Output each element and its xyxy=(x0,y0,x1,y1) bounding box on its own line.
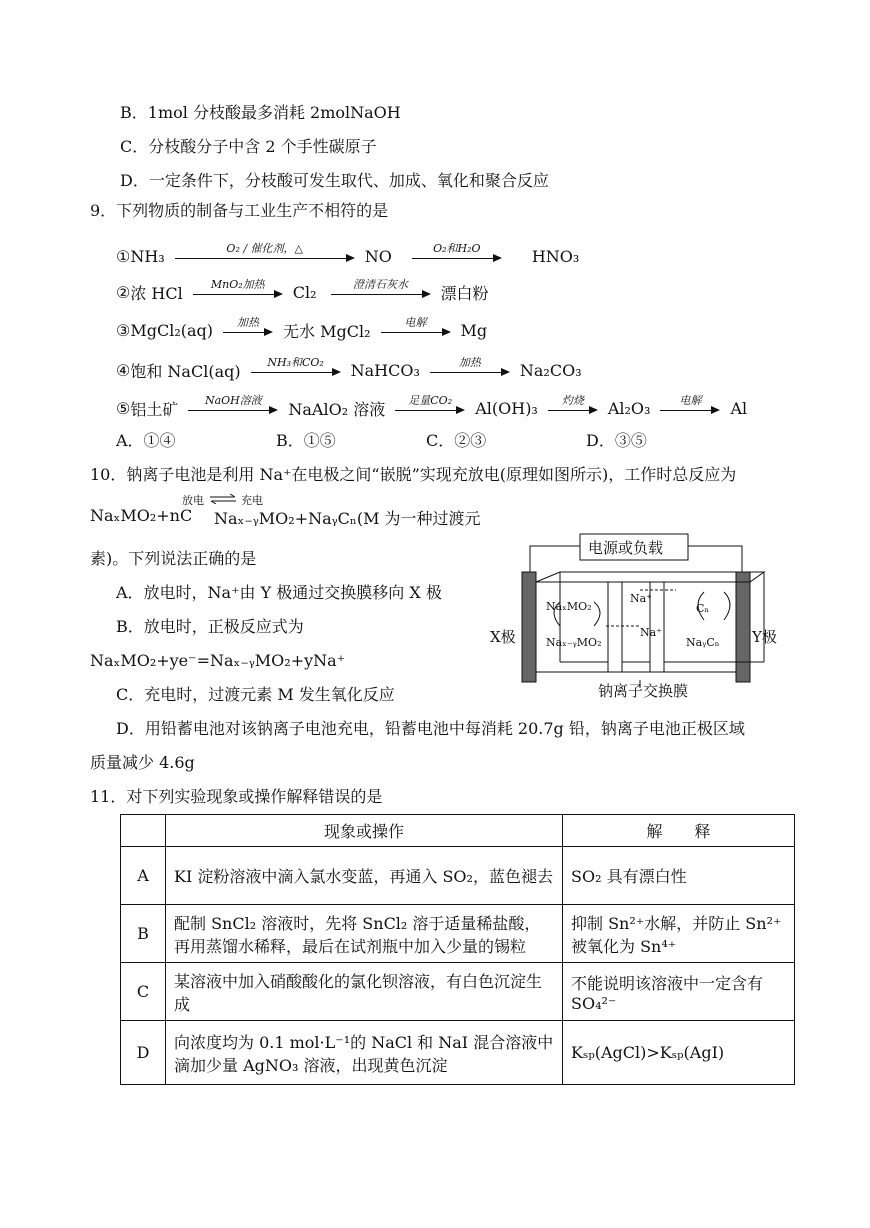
left-top-species: NaₓMO₂ xyxy=(546,600,592,613)
route-end: HNO₃ xyxy=(531,246,580,266)
table-row xyxy=(121,963,795,1021)
eq-right: Naₓ₋ᵧMO₂+NaᵧCₙ(M 为一种过渡元 xyxy=(214,509,481,528)
q8-option-d: D．一定条件下，分枝酸可发生取代、加成、氧化和聚合反应 xyxy=(120,171,549,190)
table-row xyxy=(121,905,795,963)
q10-option-a: A．放电时，Na⁺由 Y 极通过交换膜移向 X 极 xyxy=(116,583,442,602)
route-start: NH₃ xyxy=(130,246,165,266)
ion-label-top: Na⁺ xyxy=(630,592,652,605)
route-end: Mg xyxy=(460,320,488,340)
eq-charge: 充电 xyxy=(241,494,263,507)
arrow-icon: 加热 xyxy=(430,356,510,384)
route-mid: NO xyxy=(364,246,392,266)
row-operation: 某溶液中加入硝酸酸化的氯化钡溶液，有白色沉淀生成 xyxy=(166,963,563,1021)
q11-table xyxy=(120,814,795,1085)
route-mid: 无水 MgCl₂ xyxy=(283,321,371,341)
left-bottom-species: Naₓ₋ᵧMO₂ xyxy=(546,636,602,649)
table-header xyxy=(121,815,166,847)
arrow-icon: 灼烧 xyxy=(548,394,598,422)
arrow-icon: 电解 xyxy=(660,394,720,422)
route-number: ② xyxy=(116,282,131,302)
q10-stem-end: 素)。下列说法正确的是 xyxy=(90,549,257,568)
right-bottom-species: NaᵧCₙ xyxy=(686,636,720,649)
reversible-arrow-icon xyxy=(208,494,238,504)
row-explanation: 抑制 Sn²⁺水解，并防止 Sn²⁺被氧化为 Sn⁴⁺ xyxy=(563,905,795,963)
route-mid: Cl₂ xyxy=(292,282,317,302)
route-mid: NaHCO₃ xyxy=(350,360,420,380)
row-explanation: 不能说明该溶液中一定含有 SO₄²⁻ xyxy=(563,963,795,1021)
q10-option-b: B．放电时，正极反应式为 xyxy=(116,617,304,636)
q10-option-d-cont: 质量减少 4.6g xyxy=(90,753,195,772)
route-start: 浓 HCl xyxy=(130,283,183,303)
arrow-icon: O₂和H₂O xyxy=(412,242,502,270)
route-end: Al xyxy=(730,398,748,418)
arrow-icon: 电解 xyxy=(381,316,451,344)
ion-label-bottom: Na⁺ xyxy=(640,626,662,639)
q9-option-c: C．②③ xyxy=(426,431,487,450)
q9-route-5 xyxy=(116,394,747,422)
y-electrode-label: Y极 xyxy=(752,628,777,646)
q10-stem: 10．钠离子电池是利用 Na⁺在电极之间“嵌脱”实现充放电(原理如图所示)，工作时总反应为 xyxy=(90,465,737,484)
row-id: C xyxy=(121,963,166,1021)
eq-reversible xyxy=(182,492,263,508)
route-end: Al(OH)₃ xyxy=(475,398,538,418)
q9-route-2 xyxy=(116,278,489,306)
table-header: 解 释 xyxy=(563,815,795,847)
q9-stem: 9．下列物质的制备与工业生产不相符的是 xyxy=(90,201,389,220)
q10-option-d: D．用铅蓄电池对该钠离子电池充电，铅蓄电池中每消耗 20.7g 铅，钠离子电池正极区域 xyxy=(116,719,745,738)
table-row xyxy=(121,1021,795,1085)
table-header-row xyxy=(121,815,795,847)
arrow-icon: MnO₂加热 xyxy=(193,278,283,306)
row-explanation: SO₂ 具有漂白性 xyxy=(563,847,795,905)
table-header: 现象或操作 xyxy=(166,815,563,847)
q10-option-b-formula: NaₓMO₂+ye⁻=Naₓ₋ᵧMO₂+yNa⁺ xyxy=(90,651,346,670)
membrane-label: 钠离子交换膜 xyxy=(598,682,689,700)
route-mid: NaAlO₂ 溶液 xyxy=(288,399,386,419)
q8-option-c: C．分枝酸分子中含 2 个手性碳原子 xyxy=(120,137,377,156)
q9-options xyxy=(116,428,796,450)
battery-diagram xyxy=(490,520,790,700)
arrow-icon: O₂ / 催化剂，△ xyxy=(175,242,355,270)
row-explanation: Kₛₚ(AgCl)>Kₛₚ(AgI) xyxy=(563,1021,795,1085)
row-operation: 配制 SnCl₂ 溶液时，先将 SnCl₂ 溶于适量稀盐酸，再用蒸馏水稀释，最后在试剂瓶中加入少量的锡粒 xyxy=(166,905,563,963)
eq-left: NaₓMO₂+nC xyxy=(90,506,193,525)
route-end: 漂白粉 xyxy=(440,283,489,303)
q9-option-b: B．①⑤ xyxy=(276,431,336,450)
row-id: B xyxy=(121,905,166,963)
route-number: ③ xyxy=(116,320,131,340)
q9-option-d: D．③⑤ xyxy=(586,431,647,450)
right-top-species: Cₙ xyxy=(696,602,710,615)
q9-route-4 xyxy=(116,356,582,384)
q9-option-a: A．①④ xyxy=(116,431,176,450)
arrow-icon: NH₃和CO₂ xyxy=(251,356,341,384)
q10-option-c: C．充电时，过渡元素 M 发生氧化反应 xyxy=(116,685,395,704)
route-start: 铝土矿 xyxy=(130,399,179,419)
route-number: ① xyxy=(116,246,131,266)
route-number: ⑤ xyxy=(116,398,131,418)
arrow-icon: NaOH溶液 xyxy=(188,394,278,422)
route-end: Na₂CO₃ xyxy=(519,360,582,380)
arrow-icon: 加热 xyxy=(223,316,273,344)
row-id: A xyxy=(121,847,166,905)
power-source-label: 电源或负载 xyxy=(588,539,664,557)
route-start: 饱和 NaCl(aq) xyxy=(130,361,241,381)
arrow-icon: 澄清石灰水 xyxy=(331,278,431,306)
row-id: D xyxy=(121,1021,166,1085)
arrow-icon: 足量CO₂ xyxy=(395,394,465,422)
route-number: ④ xyxy=(116,360,131,380)
row-operation: KI 淀粉溶液中滴入氯水变蓝，再通入 SO₂，蓝色褪去 xyxy=(166,847,563,905)
route-mid: Al₂O₃ xyxy=(607,398,651,418)
q11-stem: 11．对下列实验现象或操作解释错误的是 xyxy=(90,787,383,806)
table-row xyxy=(121,847,795,905)
x-electrode-label: X极 xyxy=(490,628,516,646)
q9-route-3 xyxy=(116,316,487,344)
eq-discharge: 放电 xyxy=(182,494,204,507)
q8-option-b: B．1mol 分枝酸最多消耗 2molNaOH xyxy=(120,103,401,122)
row-operation: 向浓度均为 0.1 mol·L⁻¹的 NaCl 和 NaI 混合溶液中滴加少量 AgNO₃ 溶液，出现黄色沉淀 xyxy=(166,1021,563,1085)
q9-route-1 xyxy=(116,242,579,270)
route-start: MgCl₂(aq) xyxy=(130,320,214,340)
